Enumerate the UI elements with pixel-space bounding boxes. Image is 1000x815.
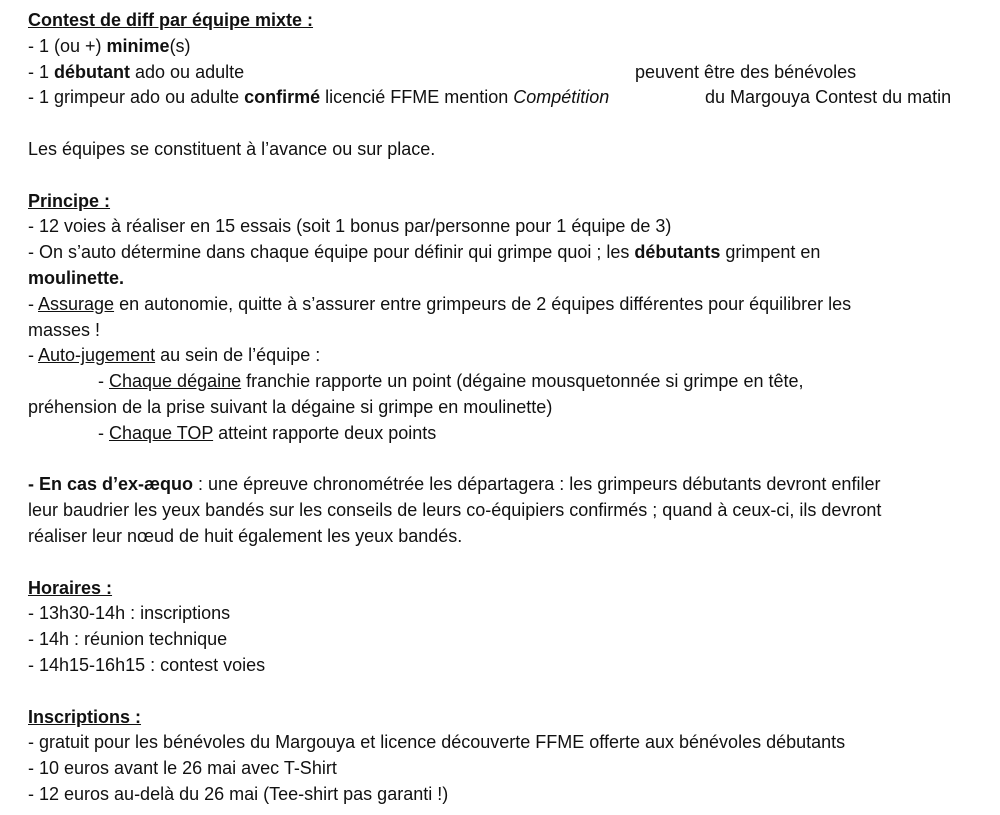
- bold-text: débutants: [634, 242, 721, 263]
- section-title-horaires: Horaires :: [28, 577, 113, 598]
- principe-item: [28, 343, 1000, 369]
- text: : une épreuve chronométrée les départagera : les grimpeurs débutants devront enfiler: [193, 474, 881, 495]
- italic-text: Compétition: [513, 87, 610, 108]
- principe-subitem: [28, 369, 1000, 395]
- text: -: [28, 293, 39, 314]
- note-margouya: du Margouya Contest du matin: [705, 87, 952, 108]
- text: licencié FFME mention: [320, 87, 514, 108]
- text: - 1: [28, 61, 55, 82]
- principe-item-cont: masses !: [28, 319, 101, 340]
- text: (s): [169, 35, 191, 56]
- principe-subitem: [28, 421, 1000, 447]
- bold-text: confirmé: [244, 87, 321, 108]
- principe-item: - 12 voies à réaliser en 15 essais (soit 1 bonus par/personne pour 1 équipe de 3): [28, 216, 672, 237]
- inscription-item: - gratuit pour les bénévoles du Margouya et licence découverte FFME offerte aux bénévoles débutants: [28, 732, 846, 753]
- text: - 1 (ou +): [28, 35, 107, 56]
- text: ado ou adulte: [130, 61, 245, 82]
- horaire-item: - 14h : réunion technique: [28, 629, 228, 650]
- principe-item: [28, 240, 1000, 266]
- section-title-inscriptions: Inscriptions :: [28, 706, 142, 727]
- text: atteint rapporte deux points: [213, 422, 437, 443]
- bold-text: - En cas d’ex-æquo: [28, 474, 194, 495]
- inscription-item: - 12 euros au-delà du 26 mai (Tee-shirt pas garanti !): [28, 783, 449, 804]
- inscription-item: - 10 euros avant le 26 mai avec T-Shirt: [28, 758, 337, 779]
- text: en autonomie, quitte à s’assurer entre grimpeurs de 2 équipes différentes pour équilibrer les: [114, 293, 852, 314]
- note-benevoles: peuvent être des bénévoles: [635, 61, 857, 82]
- list-item-debutant: [28, 60, 1000, 86]
- horaire-item: - 13h30-14h : inscriptions: [28, 603, 231, 624]
- principe-subitem-cont: préhension de la prise suivant la dégaine si grimpe en moulinette): [28, 396, 553, 417]
- teams-note: Les équipes se constituent à l’avance ou sur place.: [28, 138, 436, 159]
- exaequo-line: [28, 472, 1000, 498]
- underlined-text: Auto-jugement: [38, 345, 156, 366]
- horaire-item: - 14h15-16h15 : contest voies: [28, 654, 266, 675]
- bold-text: minime: [106, 35, 170, 56]
- text: franchie rapporte un point (dégaine mousquetonnée si grimpe en tête,: [241, 371, 804, 392]
- principe-item: [28, 292, 1000, 318]
- text: -: [98, 371, 109, 392]
- section-title-contest: Contest de diff par équipe mixte :: [28, 10, 314, 30]
- text: grimpent en: [720, 242, 821, 263]
- underlined-text: Chaque TOP: [109, 422, 214, 443]
- underlined-text: Chaque dégaine: [109, 371, 242, 392]
- text: -: [98, 422, 109, 443]
- underlined-text: Assurage: [38, 293, 115, 314]
- text: au sein de l’équipe :: [155, 345, 321, 366]
- bold-text: débutant: [54, 61, 131, 82]
- text: - 1 grimpeur ado ou adulte: [28, 87, 245, 108]
- exaequo-line: réaliser leur nœud de huit également les yeux bandés.: [28, 525, 463, 546]
- text: - On s’auto détermine dans chaque équipe pour définir qui grimpe quoi ; les: [28, 242, 635, 263]
- principe-item-cont: moulinette.: [28, 267, 125, 288]
- list-item-minime: [28, 34, 1000, 60]
- list-item-confirme: [28, 85, 1000, 111]
- exaequo-line: leur baudrier les yeux bandés sur les conseils de leurs co-équipiers confirmés ; quand à ceux-ci, ils devront: [28, 500, 882, 521]
- text: -: [28, 345, 39, 366]
- section-title-principe: Principe :: [28, 190, 111, 211]
